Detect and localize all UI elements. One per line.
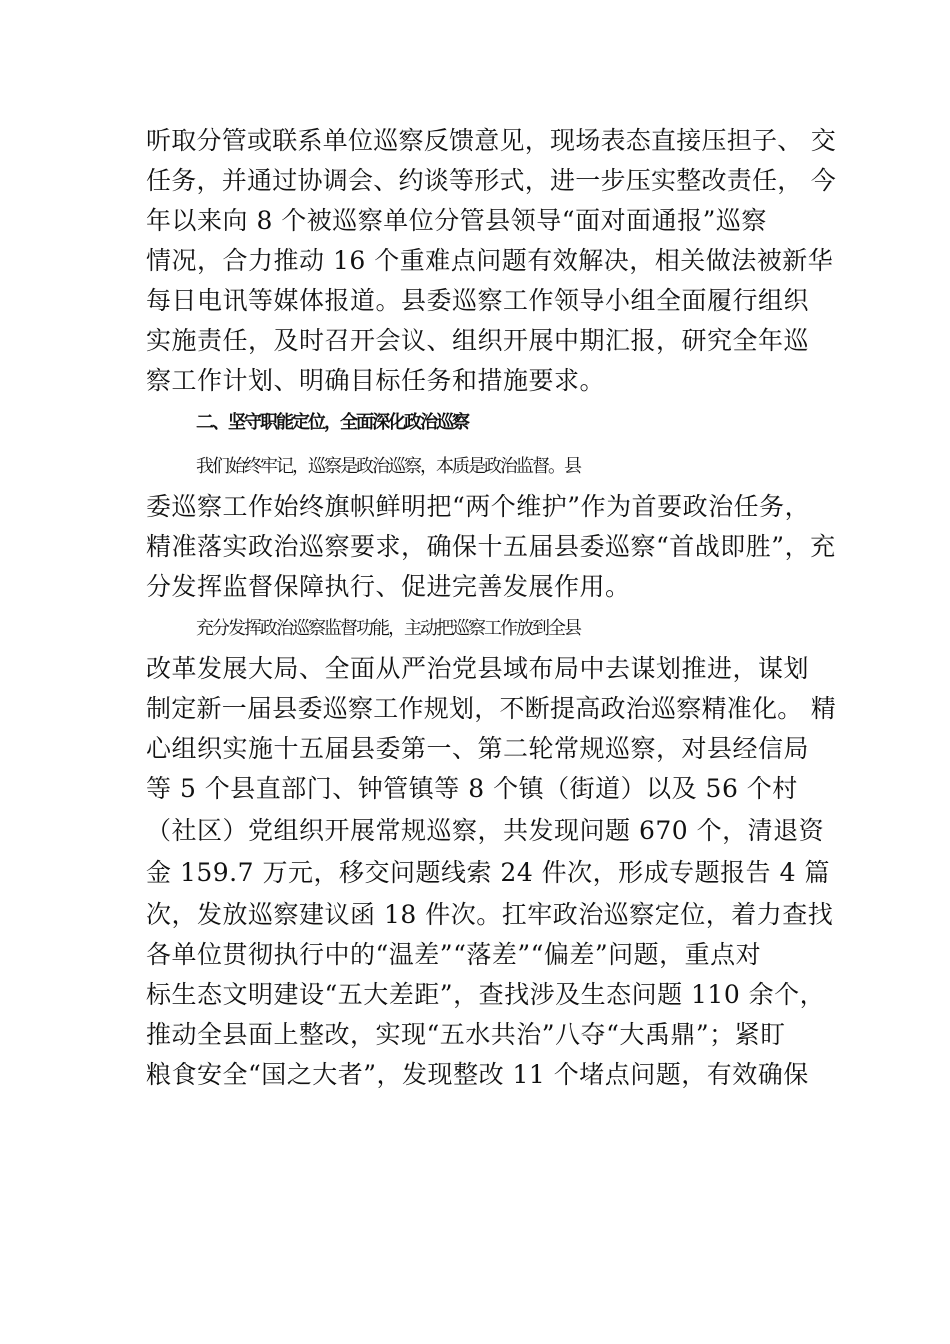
paragraph-line: 制定新一届县委巡察工作规划，不断提高政治巡察精准化。 精: [146, 694, 836, 723]
section-heading: 二、坚守职能定位，全面深化政治巡察: [196, 412, 468, 433]
paragraph-line: 精准落实政治巡察要求，确保十五届县委巡察“首战即胜”，充: [146, 532, 836, 561]
paragraph-line: 各单位贯彻执行中的“温差”“落差”“偏差”问题，重点对: [146, 940, 762, 969]
paragraph-line: （社区）党组织开展常规巡察，共发现问题 670 个，清退资: [146, 816, 825, 845]
paragraph-line: 金 159.7 万元，移交问题线索 24 件次，形成专题报告 4 篇: [146, 858, 830, 887]
paragraph-line: 心组织实施十五届县委第一、第二轮常规巡察，对县经信局: [146, 734, 810, 763]
paragraph-line: 听取分管或联系单位巡察反馈意见，现场表态直接压担子、 交: [146, 126, 836, 155]
paragraph-line: 分发挥监督保障执行、促进完善发展作用。: [146, 572, 631, 601]
paragraph-line: 每日电讯等媒体报道。县委巡察工作领导小组全面履行组织: [146, 286, 810, 315]
paragraph-line: 粮食安全“国之大者”，发现整改 11 个堵点问题，有效确保: [146, 1060, 809, 1089]
paragraph-line: 推动全县面上整改，实现“五水共治”八夺“大禹鼎”；紧盯: [146, 1020, 786, 1049]
paragraph-line: 情况，合力推动 16 个重难点问题有效解决，相关做法被新华: [146, 246, 834, 275]
paragraph-line: 次，发放巡察建议函 18 件次。扛牢政治巡察定位，着力查找: [146, 900, 834, 929]
paragraph-line: 实施责任，及时召开会议、组织开展中期汇报，研究全年巡: [146, 326, 810, 355]
paragraph-line: 改革发展大局、全面从严治党县域布局中去谋划推进，谋划: [146, 654, 810, 683]
paragraph-line: 任务，并通过协调会、约谈等形式，进一步压实整改责任， 今: [146, 166, 836, 195]
paragraph-line: 充分发挥政治巡察监督功能，主动把巡察工作放到全县: [196, 618, 580, 639]
paragraph-line: 年以来向 8 个被巡察单位分管县领导“面对面通报”巡察: [146, 206, 767, 235]
paragraph-line: 委巡察工作始终旗帜鲜明把“两个维护”作为首要政治任务，: [146, 492, 811, 521]
paragraph-line: 察工作计划、明确目标任务和措施要求。: [146, 366, 606, 395]
paragraph-line: 我们始终牢记，巡察是政治巡察，本质是政治监督。县: [196, 456, 580, 477]
paragraph-line: 标生态文明建设“五大差距”，查找涉及生态问题 110 余个，: [146, 980, 826, 1009]
paragraph-line: 等 5 个县直部门、钟管镇等 8 个镇（街道）以及 56 个村: [146, 774, 798, 803]
